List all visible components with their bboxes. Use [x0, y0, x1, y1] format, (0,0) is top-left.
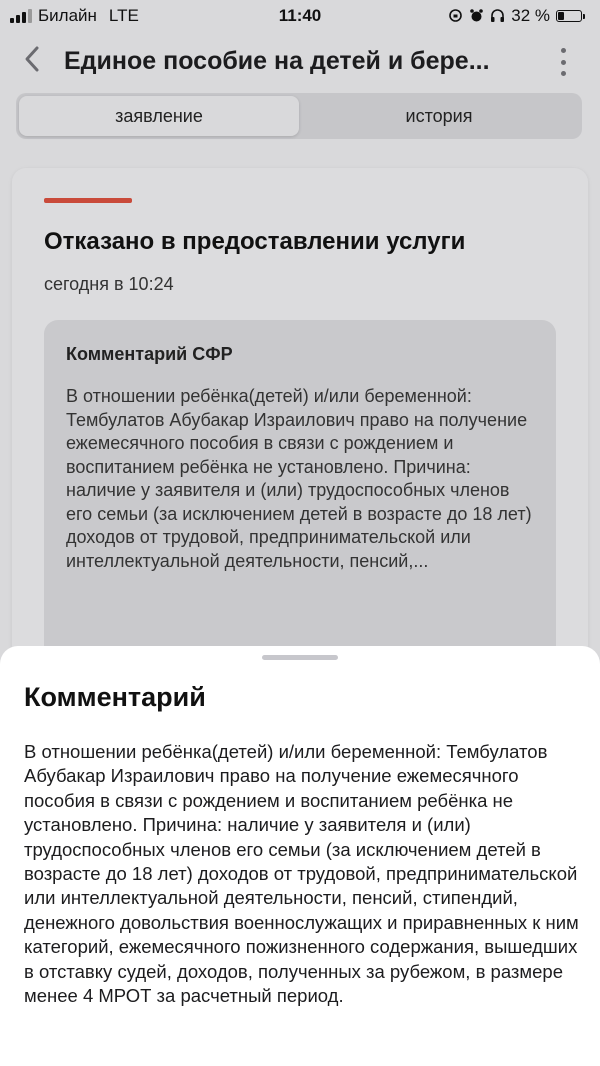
page-title: Единое пособие на детей и бере... — [64, 46, 490, 75]
status-title: Отказано в предоставлении услуги — [44, 228, 466, 255]
status-date: сегодня в 10:24 — [44, 274, 174, 294]
comment-bottom-sheet — [0, 646, 600, 1066]
network-type: LTE — [108, 6, 139, 25]
comment-preview-text: В отношении ребёнка(детей) и/или беременной: Тембулатов Абубакар Израилович право на получение ежемесячного пособия в связи с рождением и воспитанием ребёнка не установлено. Причина: наличие у заявителя и (или) трудоспособных членов его семьи (за исключением детей в возрасте до 18 лет) доходов от трудовой, предпринимательской или интеллектуальной деятельности, пенсий,... — [66, 386, 532, 571]
comment-title: Комментарий СФР — [66, 344, 233, 364]
more-options-icon[interactable] — [556, 48, 570, 76]
tab-application[interactable]: заявление — [19, 96, 299, 136]
sheet-comment-text: В отношении ребёнка(детей) и/или беременной: Тембулатов Абубакар Израилович право на получение ежемесячного пособия в связи с рождением и воспитанием ребёнка не установлено. Причина: наличие у заявителя и (или) трудоспособных членов его семьи (за исключением детей в возрасте до 18 лет) доходов от трудовой, предпринимательской или интеллектуальной деятельности, пенсий, стипендий, денежного довольствия военнослужащих и приравненных к ним категорий, ежемесячного пожизненного содержания, вышедших в отставку судей, доходов, полученных за рубежом, в размере менее 4 МРОТ за расчетный период. — [24, 741, 579, 1007]
back-button[interactable] — [0, 32, 64, 90]
tab-history[interactable]: история — [405, 105, 473, 126]
carrier-name: Билайн — [38, 6, 97, 25]
battery-percent: 32 % — [511, 6, 550, 25]
status-bar — [0, 0, 600, 32]
segmented-control — [16, 93, 582, 139]
status-time: 11:40 — [278, 6, 322, 25]
status-bar-left — [10, 6, 139, 26]
comment-box[interactable] — [44, 320, 556, 680]
sheet-title: Комментарий — [24, 682, 206, 712]
navigation-bar — [0, 32, 600, 90]
application-status-card — [12, 168, 588, 728]
chevron-left-icon — [24, 45, 40, 78]
alarm-icon — [469, 8, 484, 25]
status-bar-right — [448, 6, 582, 26]
battery-icon — [556, 10, 582, 22]
headphones-icon — [490, 8, 505, 25]
status-indicator-line — [44, 198, 132, 203]
orientation-lock-icon — [448, 8, 463, 25]
cellular-signal-icon — [10, 9, 32, 23]
sheet-grabber-handle[interactable] — [262, 655, 338, 660]
